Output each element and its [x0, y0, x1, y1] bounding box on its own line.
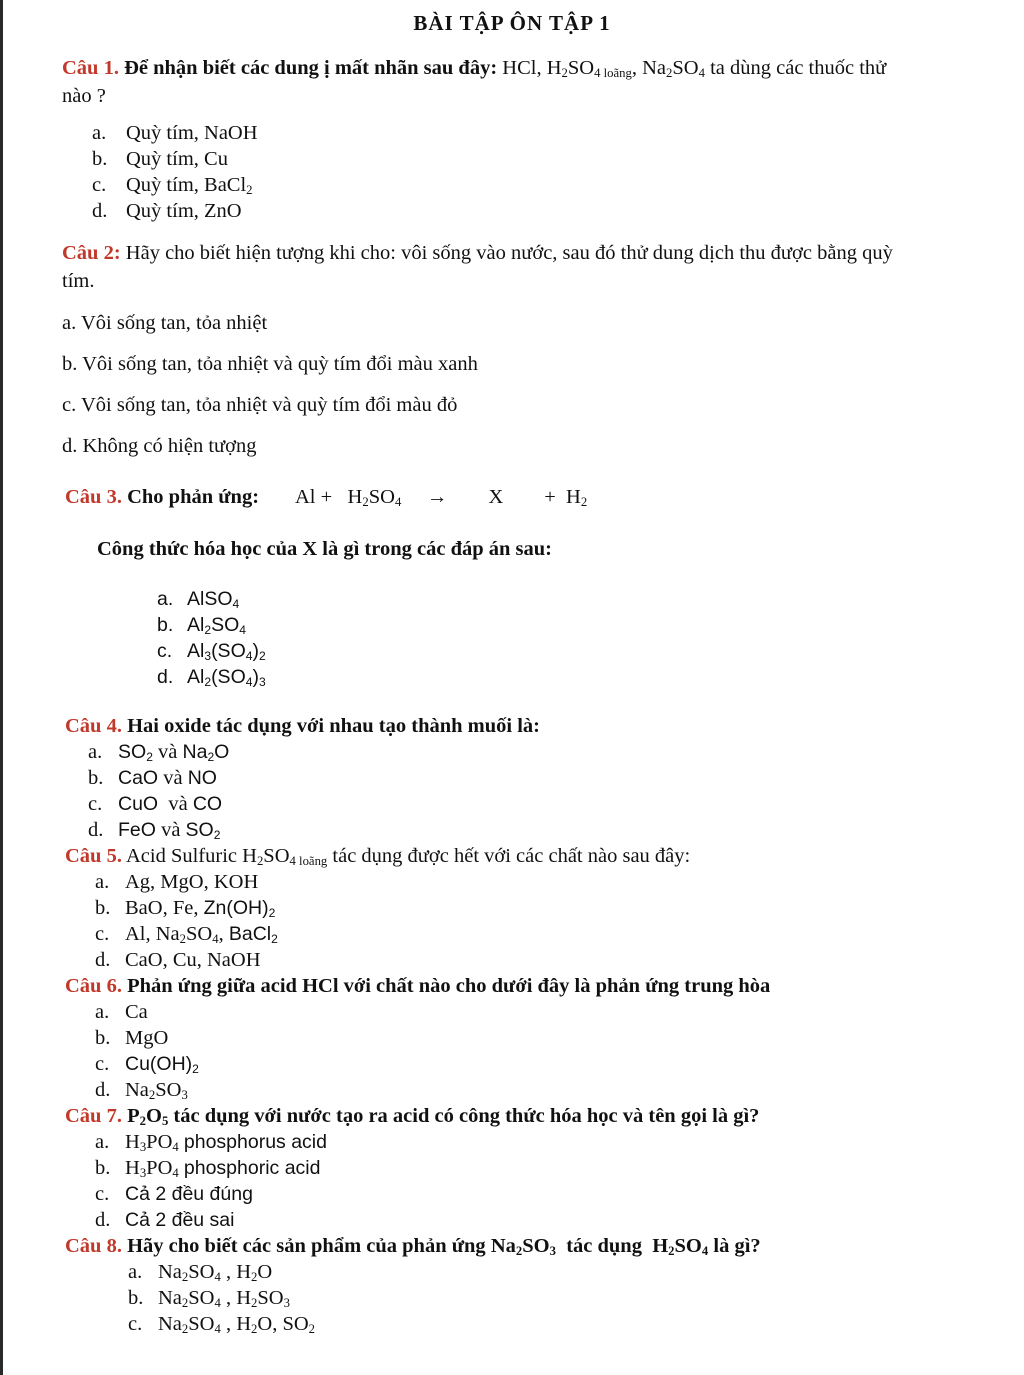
option-d: d. Không có hiện tượng — [62, 435, 257, 457]
question-7: Câu 7. $P_2O_5$ tác dụng với nước tạo ra acid có công thức hóa học và tên gọi là gì? — [65, 1105, 760, 1129]
option-d: d. Cả 2 đều sai — [95, 1209, 235, 1231]
option-b: b. Quỳ tím, Cu — [92, 148, 228, 170]
question-text: Hãy cho biết các sản phẩm của phản ứng — [127, 1235, 486, 1257]
option-c: c. Al, $Na_2SO_4$, BaCl$_2$ — [95, 923, 278, 947]
option-b: b. MgO — [95, 1027, 169, 1049]
option-c: c. Quỳ tím, BaCl$_2$ — [92, 174, 253, 198]
question-text: Hai oxide tác dụng với nhau tạo thành muối là: — [127, 715, 540, 737]
option-b: b. $Na_2SO_4$ , $H_2SO_3$ — [128, 1287, 290, 1311]
option-a: a. Vôi sống tan, tỏa nhiệt — [62, 312, 268, 334]
option-c: c. $Al_3(SO_4)_2$ — [157, 640, 266, 664]
option-d: d. $Na_2SO_3$ — [95, 1079, 188, 1103]
option-b: b. $Al_2SO_4$ — [157, 614, 246, 638]
question-text: Phản ứng giữa acid HCl với chất nào cho dưới đây là phản ứng trung hòa — [127, 975, 771, 997]
question-5: Câu 5. Acid Sulfuric $H_2SO_{4 loãng}$ tác dụng được hết với các chất nào sau đây: — [65, 845, 691, 869]
option-b: b. BaO, Fe, $Zn(OH)_2$ — [95, 897, 276, 921]
question-text: Cho phản ứng: — [127, 486, 260, 508]
question-number: Câu 1. — [62, 57, 119, 79]
page-left-border — [0, 0, 3, 1375]
question-number: Câu 3. — [65, 486, 122, 508]
option-d: d. $Al_2(SO_4)_3$ — [157, 666, 266, 690]
option-b: b. CaO và NO — [88, 767, 217, 789]
question-3-sub: Công thức hóa học của X là gì trong các đáp án sau: — [97, 538, 552, 560]
question-number: Câu 5. — [65, 845, 122, 867]
option-b: b. Vôi sống tan, tỏa nhiệt và quỳ tím đổi màu xanh — [62, 353, 478, 375]
question-number: Câu 7. — [65, 1105, 122, 1127]
question-text-cont: ta dùng các thuốc thử — [710, 57, 887, 79]
question-2 — [62, 240, 893, 266]
option-c: c. CuO và CO — [88, 793, 223, 815]
option-d: d. Quỳ tím, ZnO — [92, 200, 242, 222]
option-a: a. AlSO$_4$ — [157, 588, 240, 612]
option-b: b. $H_3PO_4$ phosphoric acid — [95, 1157, 321, 1181]
reaction-equation: $Al + H_2SO_4$ → X + $H_2$ — [295, 486, 588, 510]
option-a: a. Ca — [95, 1001, 148, 1023]
question-6 — [65, 973, 770, 999]
question-1-cont: nào ? — [62, 85, 106, 107]
option-c: c. $Cu(OH)_2$ — [95, 1053, 199, 1077]
question-text: Hãy cho biết hiện tượng khi cho: vôi sống vào nước, sau đó thử dung dịch thu được bằng quỳ — [125, 242, 893, 264]
option-a: a. Ag, MgO, KOH — [95, 871, 259, 893]
question-8: Câu 8. Hãy cho biết các sản phẩm của phản ứng $Na_2SO_3$ tác dụng $H_2SO_4$ là gì? — [65, 1235, 761, 1259]
question-number: Câu 4. — [65, 715, 122, 737]
option-d: d. FeO và $SO_2$ — [88, 819, 221, 843]
question-number: Câu 8. — [65, 1235, 122, 1257]
question-text: Để nhận biết các dung ị mất nhãn sau đây: — [124, 57, 498, 79]
question-3 — [65, 484, 259, 510]
question-2-cont: tím. — [62, 270, 95, 292]
question-number: Câu 2: — [62, 242, 121, 264]
question-text: Acid Sulfuric — [125, 845, 237, 867]
question-4 — [65, 713, 540, 739]
option-a: a. $H_3PO_4$ phosphorus acid — [95, 1131, 327, 1155]
page-title: BÀI TẬP ÔN TẬP 1 — [413, 11, 611, 35]
question-text-cont: tác dụng được hết với các chất nào sau đây: — [332, 845, 691, 867]
option-c: c. $Na_2SO_4$ , $H_2O$, $SO_2$ — [128, 1313, 316, 1337]
question-1: Câu 1. Để nhận biết các dung ị mất nhãn sau đây: HCl, $H_2SO_{4 loãng}$, $Na_2SO_4$ ta dùng các thuốc thử — [62, 57, 887, 81]
option-a: a. $Na_2SO_4$ , $H_2O$ — [128, 1261, 273, 1285]
option-c: c. Vôi sống tan, tỏa nhiệt và quỳ tím đổi màu đỏ — [62, 394, 458, 416]
question-text: tác dụng với nước tạo ra acid có công thức hóa học và tên gọi là gì? — [173, 1105, 760, 1127]
option-a: a. Quỳ tím, NaOH — [92, 122, 258, 144]
option-d: d. CaO, Cu, NaOH — [95, 949, 261, 971]
question-number: Câu 6. — [65, 975, 122, 997]
option-c: c. Cả 2 đều đúng — [95, 1183, 253, 1205]
option-a: a. $SO_2$ và $Na_2O$ — [88, 741, 230, 765]
